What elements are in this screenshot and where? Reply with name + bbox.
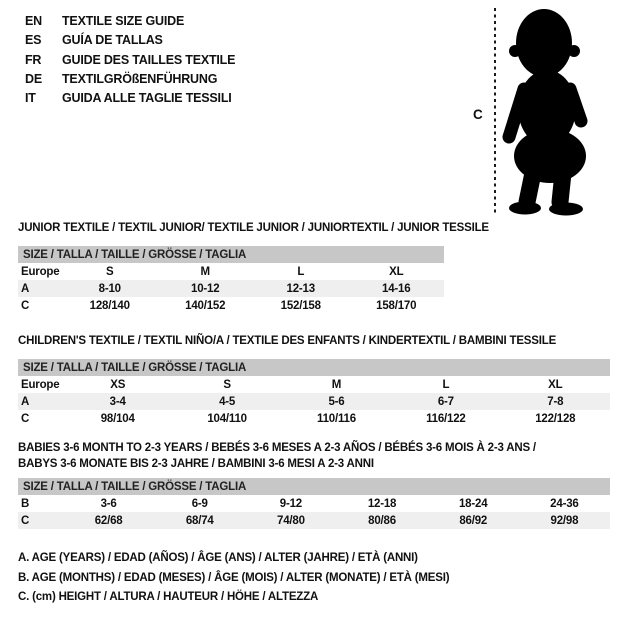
size-value-cell: 140/152 [185,299,226,312]
size-header-row [18,246,444,263]
language-row [25,51,235,70]
size-value-cell: S [106,265,114,278]
table-row [18,512,610,529]
row-label-cell: A [18,280,62,297]
size-header-cell: SIZE / TALLA / TAILLE / GRÖSSE / TAGLIA [18,359,610,376]
table-title-line: BABYS 3-6 MONATE BIS 2-3 JAHRE / BAMBINI 3-6 MESI A 2-3 ANNI [18,458,374,470]
size-value-cell: 12-13 [253,280,349,297]
language-title: GUÍA DE TALLAS [62,33,163,48]
size-value-cell: 74/80 [245,512,336,529]
language-row [25,89,235,108]
table-row [18,280,444,297]
language-code: ES [25,33,42,48]
language-row [25,12,235,31]
language-code: FR [25,52,42,67]
size-value-cell: 116/122 [426,412,466,425]
size-value-cell: 12-18 [367,497,397,510]
size-value-cell: 5-6 [282,393,391,410]
table-row [18,297,444,314]
size-value-cell: 128/140 [89,299,130,312]
size-table-section [18,333,610,427]
table-row [18,263,444,280]
size-table-section [18,220,489,314]
language-code: IT [25,91,36,106]
size-value-cell: 7-8 [501,393,610,410]
table-title-line: JUNIOR TEXTILE / TEXTIL JUNIOR/ TEXTILE JUNIOR / JUNIORTEXTIL / JUNIOR TESSILE [18,222,489,234]
table-title [18,333,610,349]
row-label-cell: Europe [21,265,60,278]
size-value-cell: 6-7 [391,393,500,410]
size-value-cell: 4-5 [172,393,281,410]
size-value-cell: XL [548,378,563,391]
language-row [25,31,235,50]
size-value-cell: M [200,265,210,278]
footnote-line: C. (cm) HEIGHT / ALTURA / HAUTEUR / HÖHE / ALTEZZA [18,591,319,603]
height-measure-line [494,8,496,216]
footnote-line: B. AGE (MONTHS) / EDAD (MESES) / ÂGE (MOIS) / ALTER (MONATE) / ETÀ (MESI) [18,571,450,584]
size-value-cell: 104/110 [207,412,247,425]
size-value-cell: 6-9 [191,497,208,510]
size-value-cell: 92/98 [519,512,610,529]
language-code: EN [25,14,42,28]
size-value-cell: 3-6 [100,497,117,510]
height-measure-label: C [473,107,483,122]
table-title [18,220,489,236]
row-label-cell: C [21,412,30,425]
table-title-line: BABIES 3-6 MONTH TO 2-3 YEARS / BEBÉS 3-6 MESES A 2-3 AÑOS / BÉBÉS 3-6 MOIS À 2-3 ANS / [18,442,536,454]
size-value-cell: 62/68 [63,512,154,529]
language-code: DE [25,71,42,86]
size-value-cell: XS [110,378,126,391]
size-value-cell: 158/170 [376,299,417,312]
size-value-cell: 122/128 [535,412,576,425]
table-title-line: CHILDREN'S TEXTILE / TEXTIL NIÑO/A / TEXTILE DES ENFANTS / KINDERTEXTIL / BAMBINI TESSILE [18,335,557,347]
size-header-cell: SIZE / TALLA / TAILLE / GRÖSSE / TAGLIA [18,478,610,495]
size-value-cell: XL [389,265,404,278]
table-row [18,410,610,427]
table-row [18,393,610,410]
size-value-cell: 14-16 [349,280,445,297]
size-header-row [18,478,610,495]
size-value-cell: 24-36 [550,497,579,510]
table-row [18,376,610,393]
size-value-cell: 86/92 [428,512,519,529]
size-value-cell: S [223,378,231,391]
size-value-cell: 80/86 [336,512,427,529]
size-value-cell: 18-24 [458,497,488,510]
size-value-cell: 9-12 [279,497,302,510]
size-value-cell: 68/74 [154,512,245,529]
row-label-cell: C [18,512,63,529]
row-label-cell: C [21,299,30,312]
table-row [18,495,610,512]
size-value-cell: 8-10 [62,280,158,297]
size-table [18,359,610,427]
footnote-line: A. AGE (YEARS) / EDAD (AÑOS) / ÂGE (ANS) / ALTER (JAHRE) / ETÀ (ANNI) [18,552,418,564]
language-title: GUIDE DES TAILLES TEXTILE [62,52,236,67]
row-label-cell: A [18,393,63,410]
size-value-cell: L [297,265,305,278]
size-table [18,478,610,529]
row-label-cell: Europe [21,378,60,391]
size-table [18,246,444,314]
size-value-cell: 110/116 [317,412,356,425]
size-value-cell: 98/104 [100,412,135,425]
toddler-silhouette-icon [498,5,598,217]
size-header-cell: SIZE / TALLA / TAILLE / GRÖSSE / TAGLIA [18,246,444,263]
language-title: GUIDA ALLE TAGLIE TESSILI [62,91,232,106]
language-title: TEXTILE SIZE GUIDE [62,14,185,28]
footnotes [18,549,449,608]
size-value-cell: M [331,378,342,391]
size-value-cell: L [442,378,450,391]
row-label-cell: B [21,497,30,510]
language-title: TEXTILGRÖßENFÜHRUNG [62,71,218,86]
table-title [18,440,610,472]
size-value-cell: 10-12 [158,280,254,297]
size-value-cell: 3-4 [63,393,172,410]
size-value-cell: 152/158 [280,299,321,312]
language-row [25,70,235,89]
size-table-section [18,440,610,529]
language-list [25,12,235,108]
size-header-row [18,359,610,376]
